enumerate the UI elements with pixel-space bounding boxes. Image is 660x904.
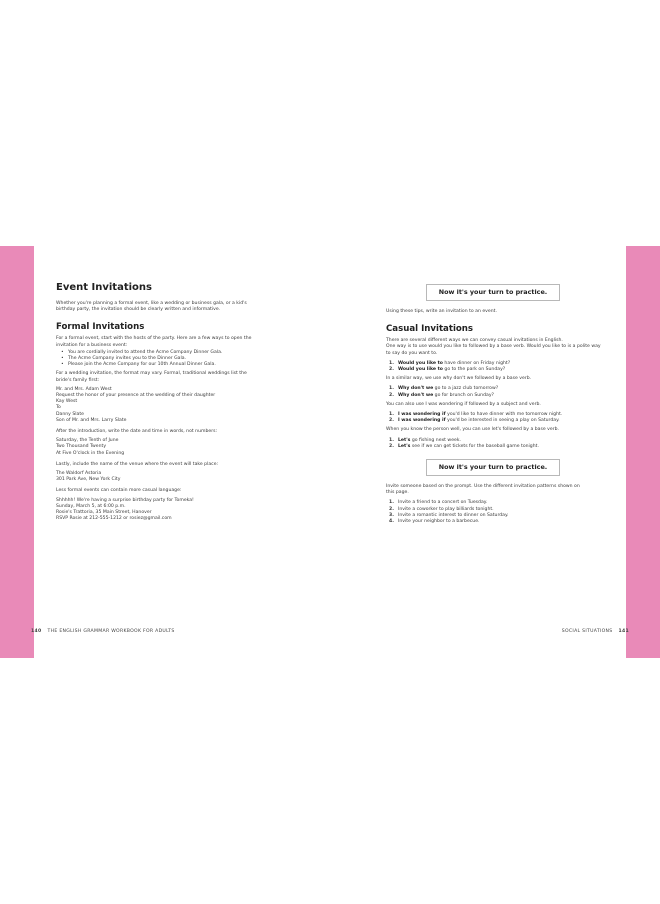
practice-box: Now it's your turn to practice. — [426, 284, 560, 301]
right-page — [386, 284, 622, 525]
practice-box: Now it's your turn to practice. — [426, 459, 560, 476]
example-line: Shhhhh! We're having a surprise birthday party for Tomeka! — [56, 497, 194, 503]
example-line: Mr. and Mrs. Adam West — [56, 386, 112, 392]
list-item: 3. Invite a romantic interest to dinner on Saturday. — [389, 512, 509, 518]
paragraph-line: Less formal events can contain more casual language: — [56, 488, 182, 494]
paragraph-line: There are several different ways we can convey casual invitations in English. — [386, 338, 563, 344]
example-line: Son of Mr. and Mrs. Larry Slate — [56, 417, 127, 423]
intro-line: Whether you're planning a formal event, like a wedding or business gala, or a kid's — [56, 301, 247, 306]
paragraph-line: In a similar way, we use why don't we followed by a base verb. — [386, 376, 532, 382]
numbered-list — [386, 500, 622, 525]
list-item: 2. Invite a coworker to play billiards tonight. — [389, 506, 494, 512]
example-line: RSVP Rosie at 212-555-1212 or rosiez@gmail.com — [56, 516, 172, 522]
list-item: 1. Let's go fishing next week. — [389, 437, 461, 443]
section-heading-casual: Casual Invitations — [386, 324, 474, 335]
example-line: Kay West — [56, 399, 78, 405]
list-item: 1. Would you like to have dinner on Friday night? — [389, 360, 511, 366]
paragraph-line: Invite someone based on the prompt. Use the different invitation patterns shown on — [386, 484, 580, 490]
numbered-list — [386, 412, 622, 424]
running-title: THE ENGLISH GRAMMAR WORKBOOK FOR ADULTS — [47, 629, 175, 634]
list-item: 4. Invite your neighbor to a barbecue. — [389, 519, 480, 525]
paragraph-line: invitation for a business event: — [56, 342, 128, 348]
page-title: Event Invitations — [56, 282, 152, 293]
example-line: Saturday, the Tenth of June — [56, 438, 119, 444]
running-title: SOCIAL SITUATIONS — [561, 629, 613, 634]
paragraph-line: For a formal event, start with the hosts of the party. Here are a few ways to open the — [56, 336, 252, 342]
left-footer — [31, 629, 175, 634]
list-item: • Please join the Acme Company for our 10th Annual Dinner Gala. — [68, 362, 292, 368]
example-line: Sunday, March 5, at 6:00 p.m. — [56, 503, 126, 509]
list-item: 1. Invite a friend to a concert on Tuesday. — [389, 500, 488, 506]
list-item: 1. Why don't we go to a jazz club tomorrow? — [389, 386, 499, 392]
paragraph-line: Lastly, include the name of the venue where the event will take place: — [56, 461, 219, 467]
left-page-edge-tab — [0, 246, 34, 658]
page-number: 140 — [31, 629, 42, 634]
list-item: 1. I was wondering if you'd like to have dinner with me tomorrow night. — [389, 412, 563, 418]
numbered-list — [386, 361, 622, 373]
example-line: Two Thousand Twenty — [56, 444, 107, 450]
paragraph-line: After the introduction, write the date and time in words, not numbers: — [56, 429, 218, 435]
paragraph-line: bride's family first: — [56, 377, 100, 383]
example-line: At Five O'clock in the Evening — [56, 450, 125, 456]
list-item: • The Acme Company invites you to the Dinner Gala. — [68, 356, 292, 362]
list-item: 2. Would you like to go to the park on Sunday? — [389, 367, 506, 373]
numbered-list — [386, 386, 622, 398]
paragraph-line: to say do you want to. — [386, 350, 438, 356]
bullet-list — [56, 350, 292, 369]
paragraph-line: When you know the person well, you can use let's followed by a base verb. — [386, 427, 559, 433]
paragraph-line: You can also use I was wondering if followed by a subject and verb. — [386, 401, 541, 407]
paragraph-line: For a wedding invitation, the format may vary. Formal, traditional weddings list the — [56, 371, 247, 377]
right-page-edge-tab — [626, 246, 660, 658]
list-item: 2. Let's see if we can get tickets for the baseball game tonight. — [389, 443, 539, 449]
book-spread — [31, 246, 629, 658]
page-number: 141 — [618, 629, 629, 634]
list-item: 2. I was wondering if you'd be interested in seeing a play on Saturday. — [389, 418, 560, 424]
intro-line: birthday party, the invitation should be clearly written and informative. — [56, 307, 221, 313]
right-footer — [562, 629, 629, 634]
list-item: 2. Why don't we go for brunch on Sunday? — [389, 392, 494, 398]
example-line: To — [56, 405, 61, 411]
paragraph-line: this page. — [386, 490, 409, 496]
list-item: • You are cordially invited to attend the Acme Company Dinner Gala. — [68, 350, 292, 356]
example-line: 301 Park Ave, New York City — [56, 477, 121, 483]
left-page — [56, 282, 292, 522]
example-line: The Waldorf Astoria — [56, 471, 102, 477]
section-heading-formal: Formal Invitations — [56, 322, 145, 333]
numbered-list — [386, 438, 622, 450]
example-line: Danny Slate — [56, 411, 84, 417]
paragraph-line: One way is to use would you like to followed by a base verb. Would you like to is a polite way — [386, 344, 601, 350]
example-line: Rosie's Trattoria, 35 Main Street, Hanover — [56, 510, 152, 516]
example-line: Request the honor of your presence at the wedding of their daughter — [56, 393, 216, 399]
paragraph-line: Using these tips, write an invitation to an event. — [386, 309, 497, 314]
